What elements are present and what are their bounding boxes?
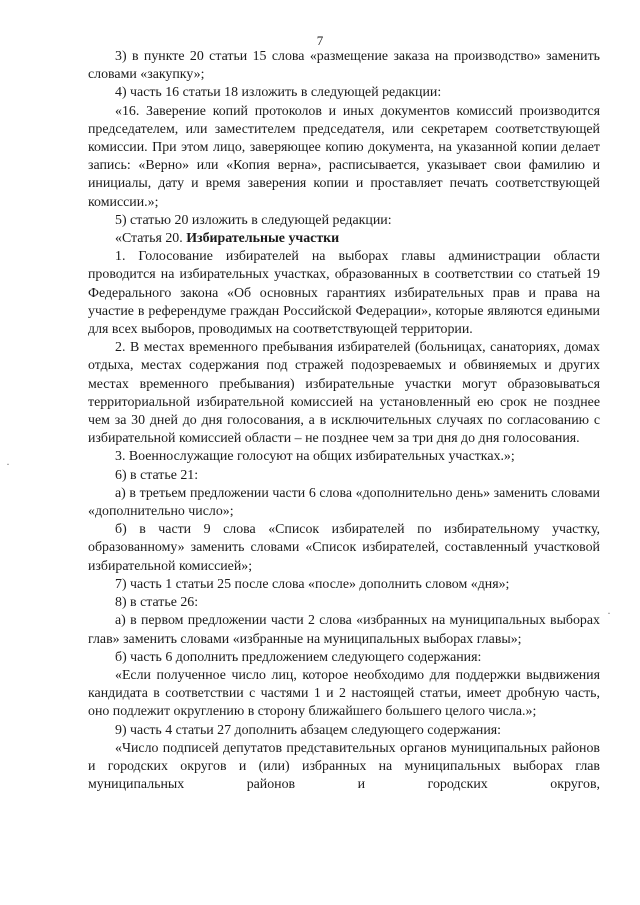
paragraph: «Число подписей депутатов представительных органов муниципальных районов и городских округов и (или) избранных на муниципальных выборах глав муниципальных районов и городских округов, bbox=[88, 740, 600, 793]
paragraph: 8) в статье 26: bbox=[115, 595, 199, 611]
article-title: Избирательные участки bbox=[186, 231, 340, 247]
paragraph: б) часть 6 дополнить предложением следующего содержания: bbox=[115, 649, 482, 665]
paragraph: 5) статью 20 изложить в следующей редакции: bbox=[115, 212, 392, 228]
paragraph: а) в первом предложении части 2 слова «избранных на муниципальных выборах глав» заменить словами «избранные на муниципальных выборах главы»; bbox=[88, 613, 600, 647]
paragraph: 3. Военнослужащие голосуют на общих избирательных участках.»; bbox=[115, 449, 515, 465]
paragraph: 1. Голосование избирателей на выборах главы администрации области проводится на избирательных участках, образованных в соответствии со статьей 19 Федерального закона «Об основных гарантиях избирательных прав и права на участие в референдуме граждан Российской Федерации», которые являются едиными для всех выборов, проводимых на соответствующей территории. bbox=[88, 249, 600, 338]
article-heading bbox=[88, 230, 600, 248]
paragraph: 3) в пункте 20 статьи 15 слова «размещение заказа на производство» заменить словами «закупку»; bbox=[88, 49, 600, 83]
document-body bbox=[88, 48, 600, 794]
paragraph: 4) часть 16 статьи 18 изложить в следующей редакции: bbox=[115, 85, 442, 101]
page-number: 7 bbox=[316, 33, 324, 48]
paragraph: б) в части 9 слова «Список избирателей по избирательному участку, образованному» заменить словами «Список избирателей, составленный участковой избирательной комиссией»; bbox=[88, 522, 600, 574]
margin-mark: · bbox=[607, 606, 611, 620]
paragraph: 7) часть 1 статьи 25 после слова «после» дополнить словом «дня»; bbox=[115, 576, 510, 592]
paragraph: 2. В местах временного пребывания избирателей (больницах, санаториях, домах отдыха, местах содержания под стражей подозреваемых и обвиняемых и других местах временного пребывания) избирательные участки могут образовываться территориальной избирательной комиссией на установленный ею срок не позднее чем за 30 дней до дня голосования, а в исключительных случаях по согласованию с избирательной комиссией области – не позднее чем за три дня до дня голосования. bbox=[88, 340, 600, 447]
paragraph: 9) часть 4 статьи 27 дополнить абзацем следующего содержания: bbox=[115, 722, 502, 738]
margin-mark: · bbox=[6, 457, 10, 471]
paragraph: 6) в статье 21: bbox=[115, 467, 199, 483]
paragraph: «Если полученное число лиц, которое необходимо для поддержки выдвижения кандидата в соответствии с частями 1 и 2 настоящей статьи, имеет дробную часть, оно подлежит округлению в сторону ближайшего большего целого числа.»; bbox=[88, 667, 600, 720]
article-number: «Статья 20. bbox=[115, 231, 183, 247]
paragraph: а) в третьем предложении части 6 слова «дополнительно день» заменить словами «дополнительно число»; bbox=[88, 485, 600, 520]
paragraph: «16. Заверение копий протоколов и иных документов комиссий производится председателем, или заместителем председателя, или секретарем соответствующей комиссии. При этом лицо, заверяющее копию документа, на указанной копии делает запись: «Верно» или «Копия верна», расписывается, указывает свои фамилию и инициалы, дату и время заверения копии и проставляет печать соответствующей комиссии.»; bbox=[88, 103, 600, 210]
